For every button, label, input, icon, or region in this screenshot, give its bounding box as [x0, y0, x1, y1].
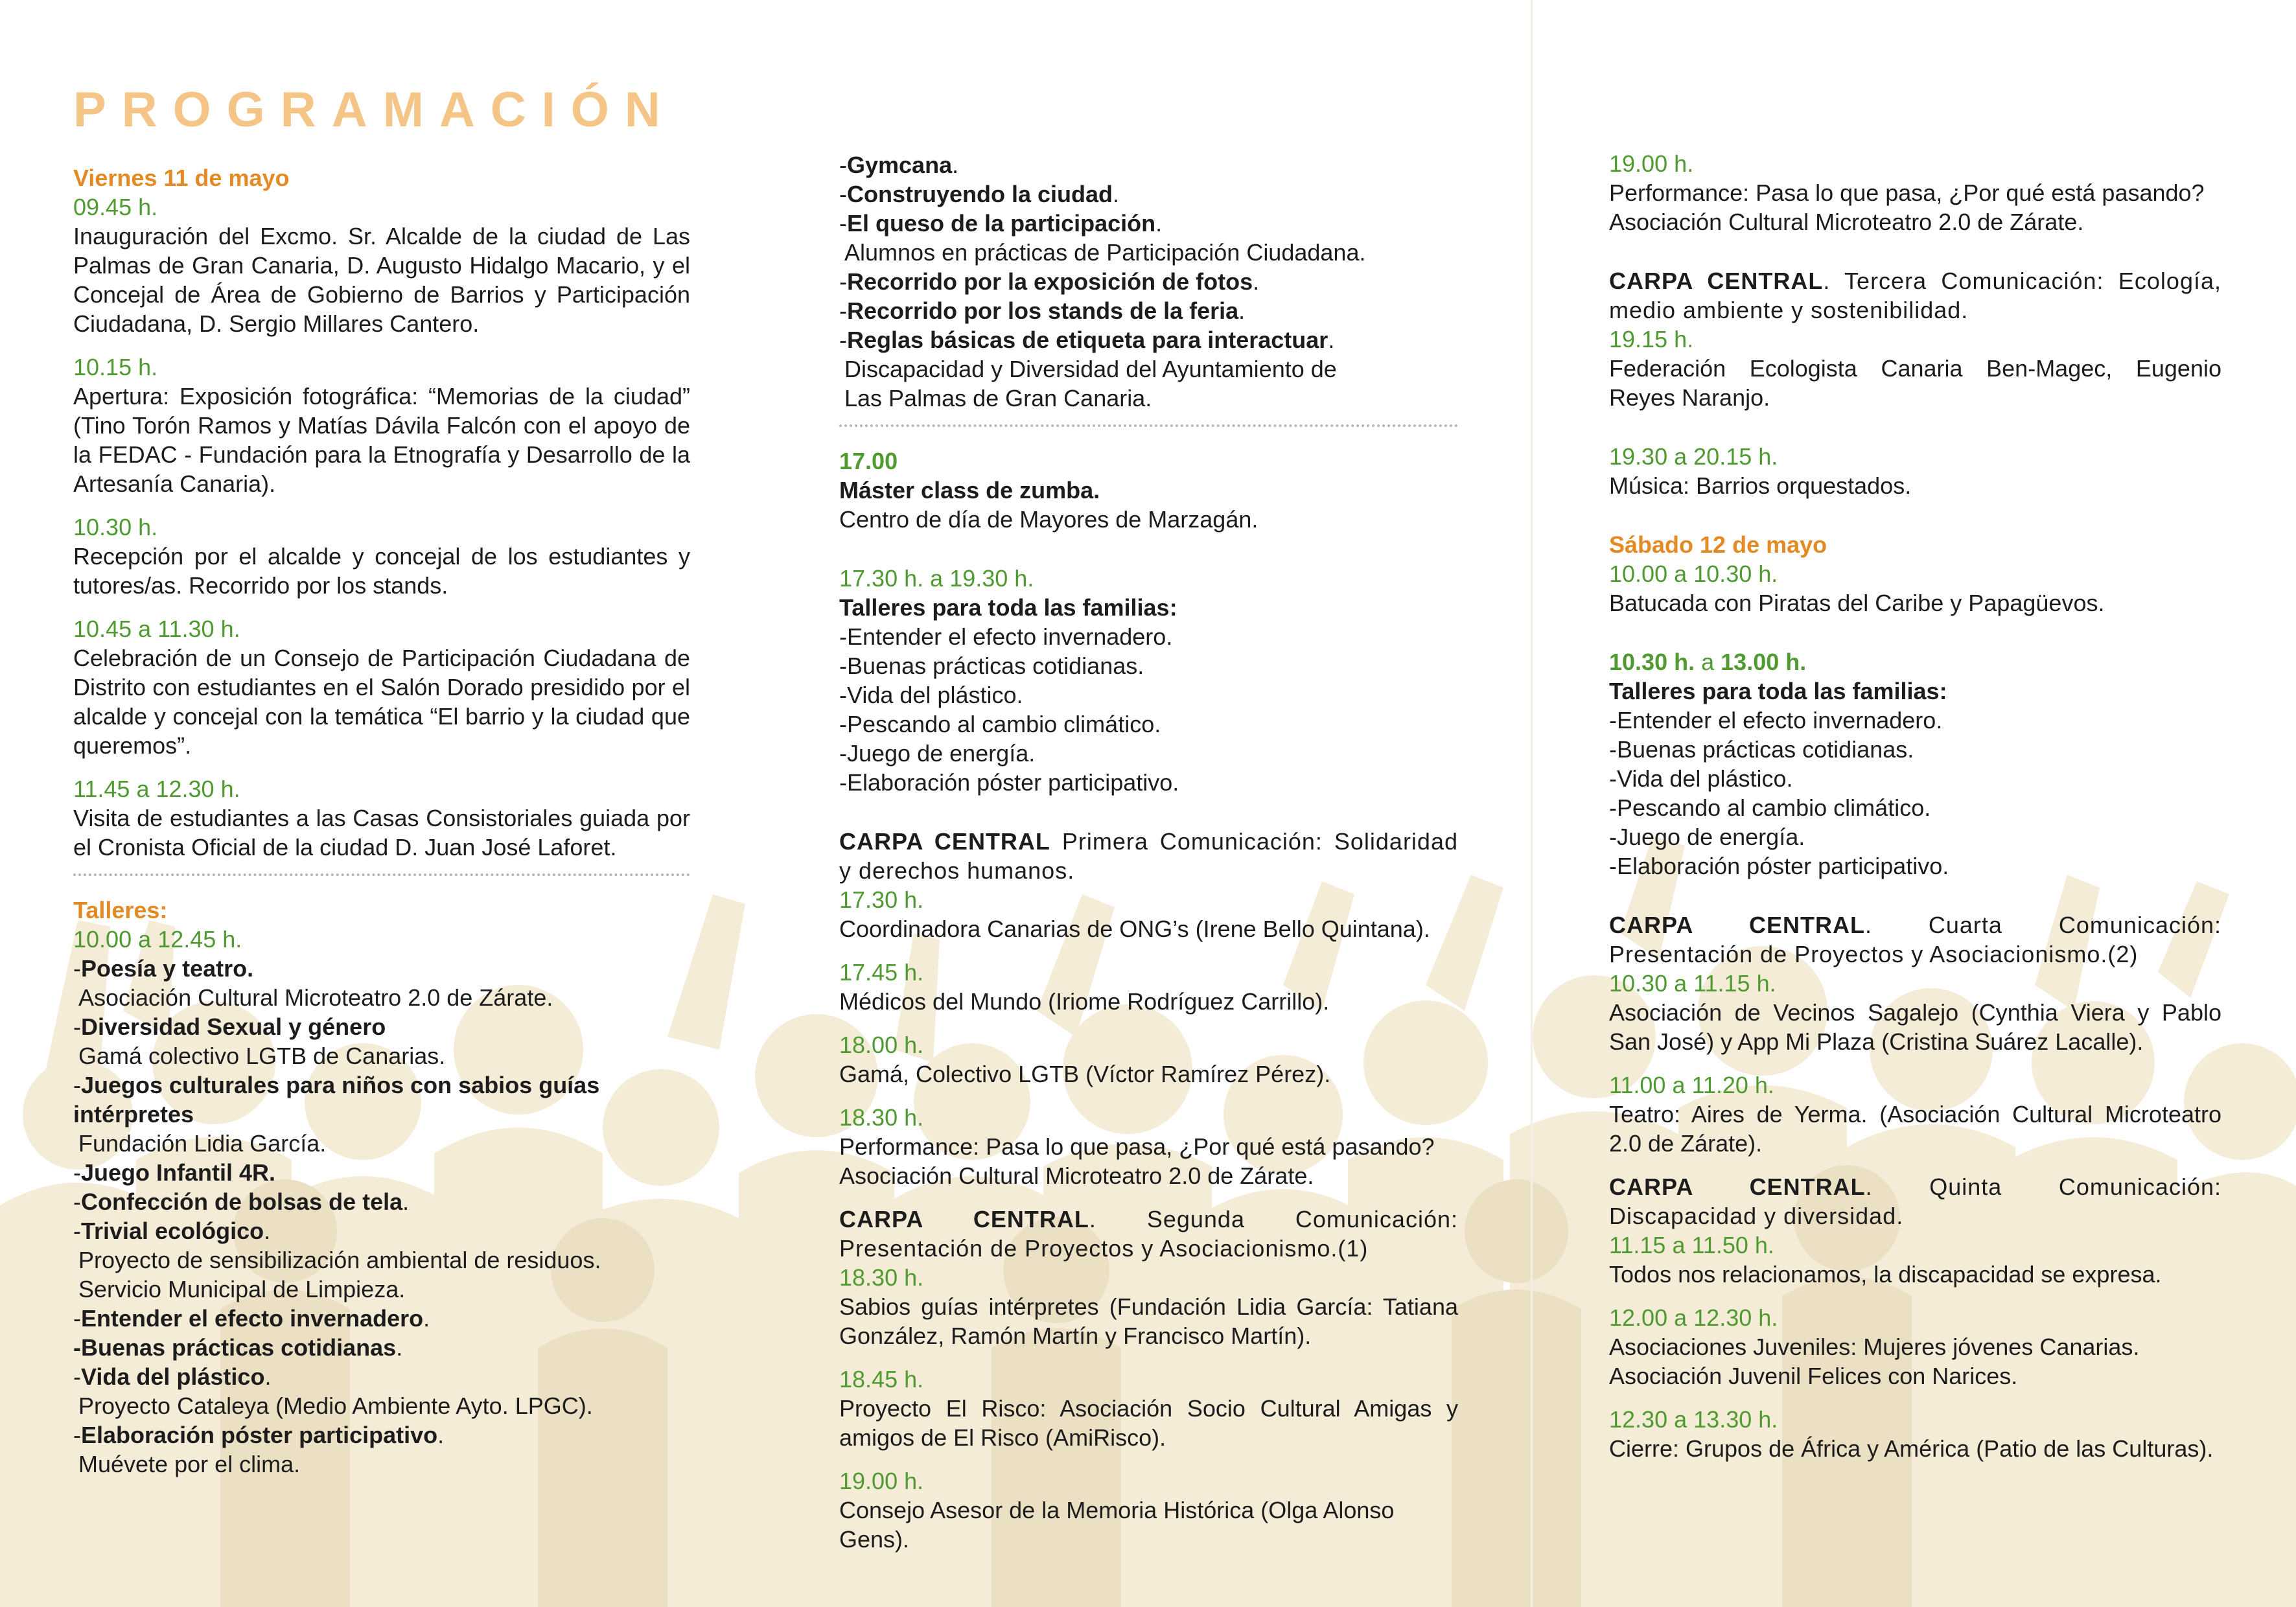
list-item: -Juego de energía.: [1609, 824, 1805, 850]
time-end: 13.00 h.: [1721, 649, 1807, 675]
time-end: 12.30 h.: [1693, 1304, 1778, 1331]
event-text: Apertura: Exposición fotográfica: “Memorias de la ciudad” (Tino Torón Ramos y Matías Dávila Falcón con el apoyo de la FEDAC - Fundación para la Etnografía y Desarrollo de la Artesanía Canaria).: [73, 383, 690, 497]
time-end: 11.30 h.: [157, 616, 240, 642]
event-time: 19.15 h.: [1609, 326, 1694, 353]
event-time: 10.30 h.: [73, 514, 158, 540]
time-start: 11.00: [1609, 1072, 1666, 1098]
event-text: Batucada con Piratas del Caribe y Papagüevos.: [1609, 590, 2105, 616]
time-a: a: [1672, 1232, 1686, 1258]
list-item: -Pescando al cambio climático.: [1609, 794, 1931, 821]
event-time: [1609, 1231, 2221, 1260]
event-time: [1609, 1070, 2221, 1100]
list-item: -Vida del plástico.: [1609, 765, 1793, 792]
time-a: a: [1672, 1072, 1686, 1098]
day-heading: Viernes 11 de mayo: [73, 165, 290, 191]
time-start: 12.00: [1609, 1304, 1668, 1331]
event-title: Talleres para toda las familias:: [1609, 678, 1947, 704]
event-text: Visita de estudiantes a las Casas Consistoriales guiada por el Cronista Oficial de la ciudad D. Juan José Laforet.: [73, 805, 690, 861]
event-time: [73, 614, 690, 643]
time-start: 10.00: [73, 926, 132, 953]
event-time: 09.45 h.: [73, 194, 158, 220]
event-text: Asociación de Vecinos Sagalejo (Cynthia Viera y Pablo San José) y App Mi Plaza (Cristina Suárez Lacalle).: [1609, 999, 2221, 1055]
time-start: 11.15: [1609, 1232, 1666, 1258]
event-text: Coordinadora Canarias de ONG’s (Irene Bello Quintana).: [839, 916, 1430, 942]
event-time: [1609, 559, 2221, 588]
workshop-item: -Elaboración póster participativo.: [73, 1422, 445, 1448]
event-text: Inauguración del Excmo. Sr. Alcalde de la ciudad de Las Palmas de Gran Canaria, D. Augusto Hidalgo Macario, y el Concejal de Área de Gobierno de Barrios y Participación Ciudadana, D. Sergio Millares Cantero.: [73, 223, 690, 337]
workshop-item: -Juegos culturales para niños con sabios guías intérpretes: [73, 1072, 600, 1127]
dotted-separator: [839, 424, 1458, 427]
time-start: 12.30: [1609, 1406, 1668, 1433]
carpa-heading: CARPA CENTRAL. Tercera Comunicación: Ecología, medio ambiente y sostenibilidad.: [1609, 268, 2221, 323]
time-a: a: [930, 565, 944, 592]
time-start: 17.30 h.: [839, 565, 924, 592]
event-text: Asociación Cultural Microteatro 2.0 de Zárate.: [1609, 209, 2084, 235]
time-a: a: [1674, 443, 1687, 470]
event-text: Asociaciones Juveniles: Mujeres jóvenes Canarias.: [1609, 1334, 2140, 1360]
event-text: Médicos del Mundo (Iriome Rodríguez Carrillo).: [839, 988, 1330, 1015]
time-start: 10.30: [1609, 970, 1668, 997]
page-fold: [1531, 0, 1533, 1607]
event-text: Consejo Asesor de la Memoria Histórica (Olga Alonso Gens).: [839, 1497, 1395, 1553]
workshop-sub: Proyecto Cataleya (Medio Ambiente Ayto. LPGC).: [78, 1393, 593, 1419]
event-time: [1609, 1303, 2221, 1332]
time-a: a: [1674, 1406, 1687, 1433]
event-text: Todos nos relacionamos, la discapacidad se expresa.: [1609, 1261, 2162, 1288]
list-item: -Vida del plástico.: [839, 682, 1023, 708]
list-item: -Juego de energía.: [839, 740, 1036, 767]
event-text: Sabios guías intérpretes (Fundación Lidia García: Tatiana González, Ramón Martín y Francisco Martín).: [839, 1293, 1458, 1349]
event-time: 19.00 h.: [1609, 150, 1694, 177]
time-start: 10.45: [73, 616, 132, 642]
carpa-heading: CARPA CENTRAL. Cuarta Comunicación: Presentación de Proyectos y Asociacionismo.(2): [1609, 912, 2222, 967]
carpa-heading: CARPA CENTRAL Primera Comunicación: Solidaridad y derechos humanos.: [839, 828, 1458, 884]
event-text: Música: Barrios orquestados.: [1609, 472, 1912, 499]
event-time: [1609, 1405, 2221, 1434]
workshop-item: -Recorrido por los stands de la feria.: [839, 297, 1246, 324]
list-item: -Buenas prácticas cotidianas.: [839, 653, 1144, 679]
event-time: 17.45 h.: [839, 959, 924, 986]
event-text: Performance: Pasa lo que pasa, ¿Por qué está pasando?: [839, 1133, 1435, 1160]
time-end: 11.15 h.: [1693, 970, 1776, 997]
list-item: -Buenas prácticas cotidianas.: [1609, 736, 1914, 763]
time-a: a: [1701, 649, 1715, 675]
event-time: 19.00 h.: [839, 1468, 924, 1494]
column-3: [1609, 149, 2221, 1463]
workshop-sub: Asociación Cultural Microteatro 2.0 de Zárate.: [78, 984, 553, 1011]
event-text: Cierre: Grupos de África y América (Patio de las Culturas).: [1609, 1435, 2214, 1462]
time-start: 19.30: [1609, 443, 1668, 470]
workshop-sub: Fundación Lidia García.: [78, 1130, 327, 1157]
event-text: Asociación Cultural Microteatro 2.0 de Zárate.: [839, 1162, 1314, 1189]
time-end: 10.30 h.: [1693, 561, 1778, 587]
workshop-item: -Diversidad Sexual y género: [73, 1013, 386, 1040]
carpa-heading: CARPA CENTRAL. Segunda Comunicación: Presentación de Proyectos y Asociacionismo.(1): [839, 1206, 1458, 1262]
workshop-item: -Entender el efecto invernadero.: [73, 1305, 430, 1332]
workshop-item: -Recorrido por la exposición de fotos.: [839, 268, 1260, 295]
time-end: 11.20 h.: [1691, 1072, 1774, 1098]
workshop-item: -Construyendo la ciudad.: [839, 181, 1120, 207]
event-time: [73, 774, 690, 804]
workshop-sub: Proyecto de sensibilización ambiental de residuos. Servicio Municipal de Limpieza.: [78, 1247, 601, 1302]
event-time: [73, 925, 690, 954]
event-time: [839, 564, 1458, 593]
event-time: [1609, 969, 2221, 998]
time-a: a: [138, 926, 152, 953]
column-1: [73, 163, 690, 1479]
event-title: Talleres para toda las familias:: [839, 594, 1177, 621]
event-title: Máster class de zumba.: [839, 477, 1100, 503]
workshop-item: -Gymcana.: [839, 152, 959, 178]
event-time: [1609, 442, 2221, 471]
workshop-sub: Alumnos en prácticas de Participación Ciudadana.: [844, 239, 1366, 266]
event-text: Asociación Juvenil Felices con Narices.: [1609, 1363, 2018, 1389]
list-item: -Entender el efecto invernadero.: [1609, 707, 1943, 734]
workshop-sub: Las Palmas de Gran Canaria.: [844, 385, 1152, 411]
list-item: -Elaboración póster participativo.: [839, 769, 1179, 796]
time-end: 13.30 h.: [1693, 1406, 1778, 1433]
day-heading: Sábado 12 de mayo: [1609, 531, 1827, 558]
time-a: a: [1674, 561, 1687, 587]
workshop-item: -Buenas prácticas cotidianas.: [73, 1334, 403, 1361]
workshop-item: -Trivial ecológico.: [73, 1218, 271, 1244]
event-time: 18.30 h.: [839, 1264, 924, 1291]
event-time: 18.30 h.: [839, 1104, 924, 1131]
time-a: a: [1674, 970, 1687, 997]
event-text: Federación Ecologista Canaria Ben-Magec, Eugenio Reyes Naranjo.: [1609, 355, 2221, 411]
workshop-item: -Confección de bolsas de tela.: [73, 1188, 410, 1215]
time-start: 10.00: [1609, 561, 1668, 587]
event-time: [1609, 647, 2221, 676]
event-text: Proyecto El Risco: Asociación Socio Cultural Amigas y amigos de El Risco (AmiRisco).: [839, 1395, 1458, 1451]
workshop-item: -Juego Infantil 4R.: [73, 1159, 276, 1186]
workshop-item: -Poesía y teatro.: [73, 955, 254, 982]
workshop-item: -Reglas básicas de etiqueta para interactuar.: [839, 327, 1335, 353]
workshop-sub: Discapacidad y Diversidad del Ayuntamiento de: [844, 356, 1337, 382]
list-item: -Entender el efecto invernadero.: [839, 623, 1173, 650]
carpa-heading: CARPA CENTRAL. Quinta Comunicación: Discapacidad y diversidad.: [1609, 1173, 2221, 1229]
time-a: a: [136, 776, 150, 802]
event-text: Performance: Pasa lo que pasa, ¿Por qué está pasando?: [1609, 179, 2205, 206]
workshop-item: -El queso de la participación.: [839, 210, 1163, 237]
workshop-sub: Gamá colectivo LGTB de Canarias.: [78, 1043, 446, 1069]
column-2: [839, 150, 1458, 1554]
list-item: -Pescando al cambio climático.: [839, 711, 1161, 737]
time-end: 20.15 h.: [1693, 443, 1778, 470]
time-start: 11.45: [73, 776, 130, 802]
event-time: 17.30 h.: [839, 886, 924, 913]
page-title: PROGRAMACIÓN: [73, 82, 676, 137]
event-text: Gamá, Colectivo LGTB (Víctor Ramírez Pérez).: [839, 1061, 1331, 1087]
time-end: 12.45 h.: [157, 926, 242, 953]
workshop-item: -Vida del plástico.: [73, 1363, 272, 1390]
time-end: 12.30 h.: [156, 776, 240, 802]
event-text: Teatro: Aires de Yerma. (Asociación Cultural Microteatro 2.0 de Zárate).: [1609, 1101, 2221, 1157]
event-time: 18.45 h.: [839, 1366, 924, 1393]
time-end: 11.50 h.: [1691, 1232, 1774, 1258]
event-text: Celebración de un Consejo de Participación Ciudadana de Distrito con estudiantes en el Salón Dorado presidido por el alcalde y concejal con la temática “El barrio y la ciudad que queremos”.: [73, 645, 690, 759]
event-text: Recepción por el alcalde y concejal de los estudiantes y tutores/as. Recorrido por los stands.: [73, 543, 690, 599]
list-item: -Elaboración póster participativo.: [1609, 853, 1949, 879]
time-start: 10.30 h.: [1609, 649, 1695, 675]
event-time: 17.00: [839, 448, 898, 474]
workshop-sub: Muévete por el clima.: [78, 1451, 301, 1477]
talleres-heading: Talleres:: [73, 897, 168, 923]
time-end: 19.30 h.: [949, 565, 1034, 592]
dotted-separator: [73, 873, 690, 876]
event-time: 10.15 h.: [73, 354, 158, 380]
event-text: Centro de día de Mayores de Marzagán.: [839, 506, 1258, 533]
event-time: 18.00 h.: [839, 1032, 924, 1058]
time-a: a: [1674, 1304, 1687, 1331]
time-a: a: [138, 616, 152, 642]
